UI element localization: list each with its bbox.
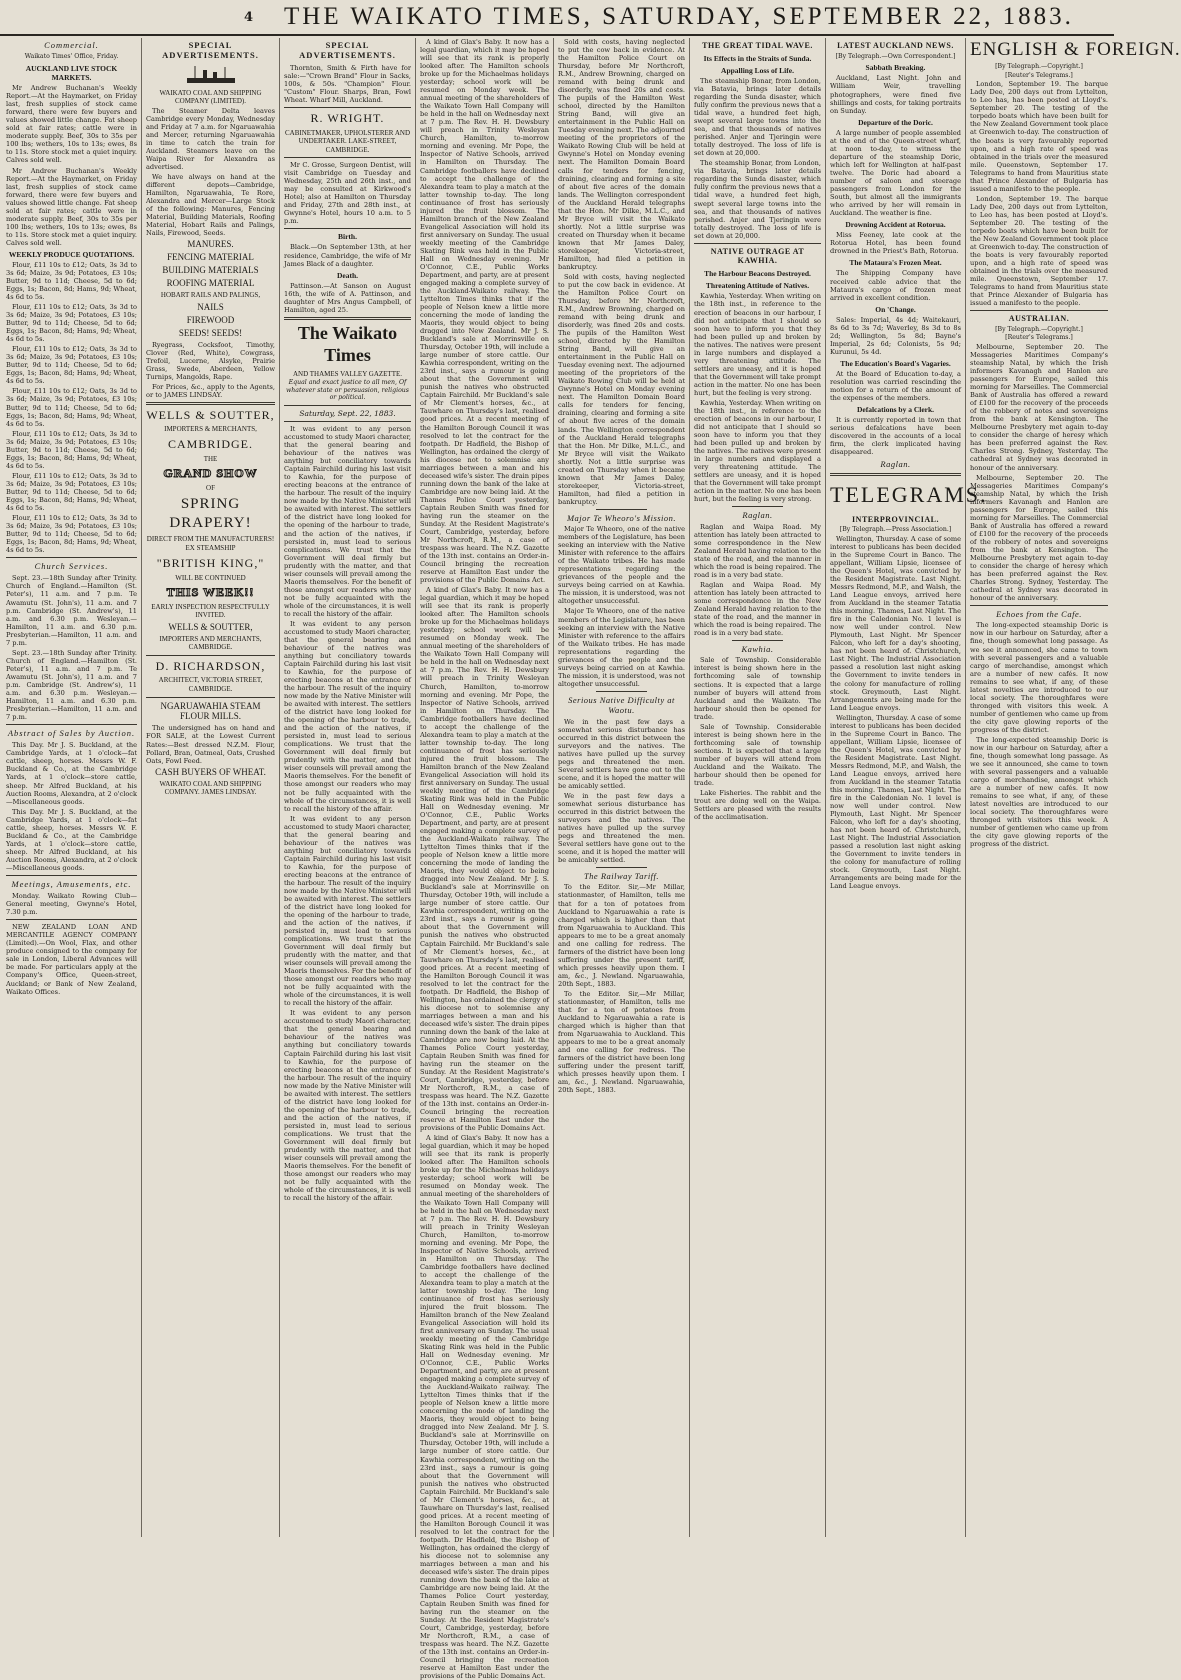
change-heading: On 'Change. bbox=[875, 304, 916, 314]
wells-soutter-town: CAMBRIDGE. bbox=[167, 436, 253, 451]
church-services-cont: Sept. 23.—18th Sunday after Trinity. Church of England.—Hamilton (St. Peter's), 11 a.m. and 7 p.m. Te Awamutu (St. John's), 11 a.m. and 7 p.m. Cambridge (St. Andrew's), 11 a.m. and 6.30 p.m. Wesleyan.—Hamilton, 11 a.m. and 6.30 p.m. Presbyterian.—Hamilton, 11 a.m. and 7 p.m. bbox=[6, 648, 137, 721]
defalcations-heading: Defalcations by a Clerk. bbox=[856, 405, 935, 415]
raglan-text-cont: Raglan and Waipa Road. My attention has lately been attracted to some correspondence in the New Zealand Herald having relation to the state of the road, and the manner in which the road is being repaired. The road is in a very bad state. bbox=[694, 580, 821, 638]
interprov-sub: [By Telegraph.—Press Association.] bbox=[839, 526, 952, 534]
raglan-heading: Raglan. bbox=[742, 510, 773, 521]
kawhia-heading: Kawhia. bbox=[741, 644, 774, 655]
column-commercial bbox=[2, 38, 142, 1537]
loan-agency-ad: NEW ZEALAND LOAN AND MERCANTILE AGENCY COMPANY (Limited).—On Wool, Flax, and other produce consigned to the company for sale in London, Liberal Advances will be made. For particulars apply at the Company's Office, Queen-street, Auckland; or Bank of New Zealand, Waikato Offices. bbox=[6, 923, 137, 996]
threat-heading: Threatening Attitude of Natives. bbox=[705, 281, 810, 291]
editorial-text-cont: It was evident to any person accustomed to study Maori character, that the general bearing and behaviour of the natives was anything but conciliatory towards Captain Fairchild during his last visit to Kawhia, for the purpose of erecting beacons at the entrance of the harbour. The result of the inquiry now made by the Native Minister will be awaited with interest. The settlers of the district have long looked for the opening of the harbour to trade, and the action of the natives, if persisted in, must lead to serious complications. We trust that the Government will deal firmly but prudently with the matter, and that wiser counsels will prevail among the Maoris themselves. For the benefit of those amongst our readers who may not be fully acquainted with the whole of the circumstances, it is well to recall the history of the affair. bbox=[284, 619, 411, 813]
coal-footer: WAIKATO COAL AND SHIPPING COMPANY. JAMES LINDSAY. bbox=[159, 779, 262, 797]
paper-subtitle: AND THAMES VALLEY GAZETTE. bbox=[292, 369, 402, 378]
sabbath-text: Auckland, Last Night. John and William Weir, travelling photographers, were fined five shillings and costs, for taking portraits on Sunday. bbox=[830, 74, 961, 115]
wells-soutter-title: WELLS & SOUTTER, bbox=[146, 407, 275, 422]
local-news-2-cont: Sold with costs, having neglected to put the cow back in evidence. At the Hamilton Police Court on Thursday, before Mr Northcroft, R.M., Andrew Browning, charged on remand with being drunk and disorderly, was fined 20s and costs. The pupils of the Hamilton West school, directed by the Hamilton String Band, will give an entertainment in the Public Hall on Tuesday evening next. The adjourned meeting of the proprietors of the Waikato Rowing Club will be held at Gwynne's Hotel on Monday evening next. The Hamilton Domain Board calls for tenders for fencing, draining, clearing and forming a site of about five acres of the domain lands. The Wellington correspondent of the Auckland Herald telegraphs that the Hon. Mr Dilke, M.L.C., and Mr Bryce will visit the Waikato shortly. Not a little surprise was created on Thursday when it became known that Mr James Daley, storekeeper, Victoria-street, Hamilton, had filed a petition in bankruptcy. bbox=[558, 272, 685, 506]
serious-heading: Serious Native Difficulty at Waotu. bbox=[568, 694, 675, 716]
australian-text: Melbourne, September 20. The Messageries Maritimes Company's steamship Natal, by which the Irish informers Kavanagh and Hanlon are passengers for Europe, sailed this morning for Marseilles. The Commercial Bank of Australia has offered a reward of £100 for the recovery of the proceeds of the robbery of notes and sovereigns from the bank at Kensington. The Melbourne Presbytery met again to-day to consider the charge of heresy which has been preferred against the Rev. Charles Strong. Sydney, Yesterday. The cathedral at Sydney was decorated in honour of the anniversary. bbox=[970, 343, 1108, 472]
manures-label: MANURES. bbox=[187, 239, 234, 250]
echoes-heading: Echoes from the Cafe. bbox=[996, 609, 1082, 620]
commercial-dateline: Waikato Times' Office, Friday. bbox=[24, 53, 119, 61]
defalcations-text: It is currently reported in town that serious defalcations have been discovered in the accounts of a local firm, the clerk implicated having disappeared. bbox=[830, 416, 961, 457]
spring-drapery-label: SPRING DRAPERY! bbox=[169, 496, 252, 531]
beacons-heading: The Harbour Beacons Destroyed. bbox=[704, 269, 811, 279]
serious-text: We in the past few days a somewhat serious disturbance has occurred in this district between the surveyors and the natives. The natives have pulled up the survey pegs and threatened the men. Several settlers have gone out to the scene, and it is hoped the matter will be amicably settled. bbox=[558, 717, 685, 790]
produce-quotations: Flour, £11 10s to £12; Oats, 3s 3d to 3s 6d; Maize, 3s 9d; Potatoes, £3 10s; Butter, 9d to 11d; Cheese, 5d to 6d; Eggs, 1s; Bacon, 8d; Hams, 9d; Wheat, 4s 6d to 5s. bbox=[6, 260, 137, 302]
church-services: Sept. 23.—18th Sunday after Trinity. Church of England.—Hamilton (St. Peter's), 11 a.m. and 7 p.m. Te Awamutu (St. John's), 11 a.m. and 7 p.m. Cambridge (St. Andrew's), 11 a.m. and 6.30 p.m. Wesleyan.—Hamilton, 11 a.m. and 6.30 p.m. Presbyterian.—Hamilton, 11 a.m. and 7 p.m. bbox=[6, 574, 137, 647]
paper-title: The Waikato Times bbox=[297, 322, 398, 365]
reuter-label: [Reuter's Telegrams.] bbox=[1005, 71, 1073, 79]
birth-notice: Black.—On September 13th, at her residence, Cambridge, the wife of Mr James Black of a daughter. bbox=[284, 243, 411, 268]
commercial-heading: Commercial. bbox=[44, 40, 99, 50]
wright-text: CABINETMAKER, UPHOLSTERER AND UNDERTAKER. LAKE-STREET, CAMBRIDGE. bbox=[284, 128, 411, 154]
auckland-sub: [By Telegraph.—Own Correspondent.] bbox=[835, 52, 956, 60]
drowning-heading: Drowning Accident at Rotorua. bbox=[845, 220, 946, 230]
doric-heading: Departure of the Doric. bbox=[858, 117, 933, 127]
church-heading: Church Services. bbox=[34, 561, 109, 572]
raglan-news-heading: Raglan. bbox=[880, 459, 911, 470]
sabbath-heading: Sabbath Breaking. bbox=[865, 63, 926, 73]
kawhia-text-cont: Sale of Township. Considerable interest is being shown here in the forthcoming sale of township sections. It is expected that a large number of buyers will attend from Auckland and the Waikato. The harbour should then be opened for trade. bbox=[694, 722, 821, 787]
wells-soutter-sub: IMPORTERS & MERCHANTS, bbox=[164, 425, 257, 434]
tidal-text: The steamship Bonar, from London, via Batavia, brings later details regarding the Sunda disaster, which fully confirm the previous news that a tidal wave, a hundred feet high, swept several large towns into the sea, and that thousands of natives perished. Anjer and Tjeringin were totally destroyed. The loss of life is set down at 20,000. bbox=[694, 77, 822, 158]
sales-abstract-cont: This Day. Mr J. S. Buckland, at the Cambridge Yards, at 1 o'clock—fat cattle, sheep, horses. Messrs W. F. Buckland & Co., at the Cambridge Yards, at 1 o'clock—store cattle, sheep. Mr Alfred Buckland, at his Auction Rooms, Alexandra, at 2 o'clock—Miscellaneous goods. bbox=[6, 807, 137, 872]
grand-show-label: GRAND SHOW bbox=[163, 466, 258, 481]
wheoro-text: Major Te Wheoro, one of the native members of the Legislature, has been seeking an interview with the Native Minister with reference to the affairs of the Waikato tribes. He has made representations regarding the grievances of the people and the surveys being carried on at Kawhia. The mission, it is understood, was not altogether unsuccessful. bbox=[558, 525, 685, 606]
australian-sub: [By Telegraph.—Copyright.] bbox=[995, 325, 1083, 333]
produce-quotations-cont3: Flour, £11 10s to £12; Oats, 3s 3d to 3s 6d; Maize, 3s 9d; Potatoes, £3 10s; Butter, 9d to 11d; Cheese, 5d to 6d; Eggs, 1s; Bacon, 8d; Hams, 9d; Wheat, 4s 6d to 5s. bbox=[6, 387, 137, 428]
kawhia-outrage-heading: NATIVE OUTRAGE AT KAWHIA. bbox=[710, 246, 805, 266]
telegrams-text: Wellington, Thursday. A case of some interest to publicans has been decided in the Supreme Court in Banco. The appellant, William Lipsie, licensee of the Queen's Hotel, was convicted by the Resident Magistrate. Last Night. Messrs Redmond, M.P., and Walsh, the Land League envoys, arrived here from Auckland in the steamer Tatatia this morning. Thames, Last Night. The fire in the Caledonian No. 1 level is now well under control. New Plymouth, Last Night. Mr Spencer Falcon, who left for a day's shooting, has not been heard of. Christchurch, Last Night. The Industrial Association passed a resolution last night asking the Government to invite tenders in the colony for manufacture of rolling stock. Greymouth, Last Night. Arrangements are being made for the Land League envoys. bbox=[830, 534, 961, 712]
seeds-label: SEEDS! SEEDS! bbox=[178, 327, 243, 338]
column-special-ads-1 bbox=[142, 38, 280, 1537]
death-notice: Pattinson.—At Sanson on August 16th, the wife of A. Pattinson, and daughter of Mrs Angus Campbell, of Hamilton, aged 25. bbox=[284, 281, 411, 314]
steamer-icon bbox=[181, 64, 241, 86]
local-news-1-cont2: A kind of Glax's Baby. It now has a legal guardian, which it may be hoped will see that its rank is properly looked after. The Hamilton schools broke up for the Michaelmas holidays yesterday; school work will be resumed on Monday week. The annual meeting of the shareholders of the Waikato Town Hall Company will be held in the hall on Wednesday next at 7 p.m. The Rev. H. H. Dewsbury will preach in Trinity Wesleyan Church, Hamilton, to-morrow morning and evening. Mr Pope, the Inspector of Native Schools, arrived in Hamilton on Thursday. The Cambridge footballers have declined to accept the challenge of the Alexandra team to play a match at the latter township to-day. The long continuance of frost has seriously injured the fruit blossom. The Hamilton branch of the New Zealand Evangelical Association will hold its first anniversary on Sunday. The usual weekly meeting of the Cambridge Skating Rink was held in the Public Hall on Wednesday evening. Mr O'Connor, C.E., Public Works Department, and party, are at present engaged making a complete survey of the Auckland-Waikato railway. The Lyttelton Times thinks that if the people of Nelson knew a little more concerning the mode of landing the Maoris, they would object to being dragged into New Zealand. Mr J. S. Buckland's sale at Morrinsville on Thursday, October 19th, will include a large number of store cattle. Our Kawhia correspondent, writing on the 23rd inst., says a rumour is going about that the Government will punish the natives who obstructed Captain Fairchild. Mr Buckland's sale of Mr Clement's horses, &c., at Tauwhare on Thursday's last, realised good prices. At a recent meeting of the Hamilton Borough Council it was resolved to let the contract for the footpath. Dr Hadfield, the Bishop of Wellington, has ordained the clergy of his diocese not to solemnise any marriages between a man and his deceased wife's sister. The drain pipes running down the bank of the lake at Cambridge are now being laid. At the Thames Police Court yesterday, Captain Reuben Smith was fined for having run the steamer on the Sunday. At the Resident Magistrate's Court, Cambridge, yesterday, before Mr Northcroft, R.M., a case of trespass was heard. The N.Z. Gazette of the 13th inst. contains an Order-in-Council bringing the recreation reserve at Hamilton East under the provisions of the Public Domains Act. bbox=[420, 1134, 549, 1680]
echoes-text: The long-expected steamship Doric is now in our harbour on Saturday, after a fine, though somewhat long passage. As we see it announced, she came to town with several passengers and a valuable cargo of merchandise, amongst which are a number of new cafés. It now remains to see what, if any, of these latest novelties are introduced to our local society. The thoroughfares were thronged with visitors this week. A number of gentlemen who came up from the city gave glowing reports of the progress of the district. bbox=[970, 621, 1108, 734]
prices-note: For Prices, &c., apply to the Agents, or to JAMES LINDSAY. bbox=[146, 382, 275, 399]
paper-motto: Equal and exact justice to all men, Of whatever state or persuasion, religious or political. bbox=[286, 379, 409, 402]
kawhia-outrage-text-cont: Kawhia, Yesterday. When writing on the 18th inst., in reference to the erection of beacons in our harbour, I did not anticipate that I should so soon have to inform you that they had been pulled up and broken by the natives. The natives were present in large numbers and displayed a very threatening attitude. The settlers are uneasy, and it is hoped that the Government will take prompt action in the matter. No one has been hurt, but the feeling is very strong. bbox=[694, 398, 821, 504]
the-label: THE bbox=[203, 454, 218, 463]
seeds-text: Ryegrass, Cocksfoot, Timothy, Clover (Red, White), Cowgrass, Trefoil, Lucerne, Alsyke, Prairie Grass, Swede, Aberdeen, Yellow Turnips, Mangolds, Rape. bbox=[146, 340, 275, 381]
produce-quotations-cont6: Flour, £11 10s to £12; Oats, 3s 3d to 3s 6d; Maize, 3s 9d; Potatoes, £3 10s; Butter, 9d to 11d; Cheese, 5d to 6d; Eggs, 1s; Bacon, 8d; Hams, 9d; Wheat, 4s 6d to 5s. bbox=[6, 513, 137, 555]
firewood-label: FIREWOOD bbox=[186, 314, 235, 325]
produce-quotations-cont: Flour, £11 10s to £12; Oats, 3s 3d to 3s 6d; Maize, 3s 9d; Potatoes, £3 10s; Butter, 9d to 11d; Cheese, 5d to 6d; Eggs, 1s; Bacon, 8d; Hams, 9d; Wheat, 4s 6d to 5s. bbox=[6, 303, 137, 344]
english-foreign-heading: ENGLISH & FOREIGN. bbox=[970, 39, 1181, 60]
meetings-text: Monday. Waikato Rowing Club—General meeting, Gwynne's Hotel, 7.30 p.m. bbox=[6, 892, 137, 917]
telegrams-text-cont: Wellington, Thursday. A case of some interest to publicans has been decided in the Supreme Court in Banco. The appellant, William Lipsie, licensee of the Queen's Hotel, was convicted by the Resident Magistrate. Last Night. Messrs Redmond, M.P., and Walsh, the Land League envoys, arrived here from Auckland in the steamer Tatatia this morning. Thames, Last Night. The fire in the Caledonian No. 1 level is now well under control. New Plymouth, Last Night. Mr Spencer Falcon, who left for a day's shooting, has not been heard of. Christchurch, Last Night. The Industrial Association passed a resolution last night asking the Government to invite tenders in the colony for manufacture of rolling stock. Greymouth, Last Night. Arrangements are being made for the Land League envoys. bbox=[830, 713, 961, 891]
mataura-heading: The Mataura's Frozen Meat. bbox=[849, 258, 942, 268]
ed-board-heading: The Education's Board's Vagaries. bbox=[840, 358, 951, 368]
column-local-news-1 bbox=[416, 38, 554, 1680]
produce-quotations-cont2: Flour, £11 10s to £12; Oats, 3s 3d to 3s 6d; Maize, 3s 9d; Potatoes, £3 10s; Butter, 9d to 11d; Cheese, 5d to 6d; Eggs, 1s; Bacon, 8d; Hams, 9d; Wheat, 4s 6d to 5s. bbox=[6, 345, 137, 386]
ws-footer-sub: IMPORTERS AND MERCHANTS, CAMBRIDGE. bbox=[159, 634, 262, 652]
kawhia-outrage-text: Kawhia, Yesterday. When writing on the 18th inst., in reference to the erection of beacons in our harbour, I did not anticipate that I should so soon have to inform you that they had been pulled up and broken by the natives. The natives were present in large numbers and displayed a very threatening attitude. The settlers are uneasy, and it is hoped that the Government will take prompt action in the matter. No one has been hurt, but the feeling is very strong. bbox=[694, 292, 821, 397]
change-text: Sales: Imperial, 4s 4d; Waitekauri, 8s 6d to 3s 7d; Waverley, 8s 3d to 8s 2d; Wellington, 5s 8d; Bayne's Imperial, 2s 6d; Colonists, 5s 9d; Kurunui, 5s 4d. bbox=[830, 315, 961, 356]
column-english-foreign bbox=[966, 38, 1181, 1537]
livestock-heading: AUCKLAND LIVE STOCK MARKETS. bbox=[25, 63, 118, 83]
cash-buyers: CASH BUYERS OF WHEAT. bbox=[155, 766, 266, 777]
architect-label: ARCHITECT, VICTORIA STREET, CAMBRIDGE. bbox=[158, 676, 263, 693]
serious-text-cont: We in the past few days a somewhat serious disturbance has occurred in this district between the surveyors and the natives. The natives have pulled up the survey pegs and threatened the men. Several settlers have gone out to the scene, and it is hoped the matter will be amicably settled. bbox=[558, 791, 685, 865]
local-news-1: A kind of Glax's Baby. It now has a legal guardian, which it may be hoped will see that its rank is properly looked after. The Hamilton schools broke up for the Michaelmas holidays yesterday; school work will be resumed on Monday week. The annual meeting of the shareholders of the Waikato Town Hall Company will be held in the hall on Wednesday next at 7 p.m. The Rev. H. H. Dewsbury will preach in Trinity Wesleyan Church, Hamilton, to-morrow morning and evening. Mr Pope, the Inspector of Native Schools, arrived in Hamilton on Thursday. The Cambridge footballers have declined to accept the challenge of the Alexandra team to play a match at the latter township to-day. The long continuance of frost has seriously injured the fruit blossom. The Hamilton branch of the New Zealand Evangelical Association will hold its first anniversary on Sunday. The usual weekly meeting of the Cambridge Skating Rink was held in the Public Hall on Wednesday evening. Mr O'Connor, C.E., Public Works Department, and party, are at present engaged making a complete survey of the Auckland-Waikato railway. The Lyttelton Times thinks that if the people of Nelson knew a little more concerning the mode of landing the Maoris, they would object to being dragged into New Zealand. Mr J. S. Buckland's sale at Morrinsville on Thursday, October 19th, will include a large number of store cattle. Our Kawhia correspondent, writing on the 23rd inst., says a rumour is going about that the Government will punish the natives who obstructed Captain Fairchild. Mr Buckland's sale of Mr Clement's horses, &c., at Tauwhare on Thursday's last, realised good prices. At a recent meeting of the Hamilton Borough Council it was resolved to let the contract for the footpath. Dr Hadfield, the Bishop of Wellington, has ordained the clergy of his diocese not to solemnise any marriages between a man and his deceased wife's sister. The drain pipes running down the bank of the lake at Cambridge are now being laid. At the Thames Police Court yesterday, Captain Reuben Smith was fined for having run the steamer on the Sunday. At the Resident Magistrate's Court, Cambridge, yesterday, before Mr Northcroft, R.M., a case of trespass was heard. The N.Z. Gazette of the 13th inst. contains an Order-in-Council bringing the recreation reserve at Hamilton East under the provisions of the Public Domains Act. bbox=[420, 38, 549, 585]
kauri-depots-text: We have always on hand at the different depots—Cambridge, Hamilton, Ngaruawahia, Te Rore, Alexandra and Mercer—Large Stock of the following: Manures, Fencing Material, Building Materials, Roofing Material, Hobart Rails and Palings, Nails, Firewood, Seeds. bbox=[146, 173, 275, 238]
ed-board-text: At the Board of Education to-day, a resolution was carried rescinding the motion for a return of the amount of the expenses of the members. bbox=[830, 370, 961, 403]
editorial-date: Saturday, Sept. 22, 1883. bbox=[299, 408, 396, 418]
english-foreign-text-cont: London, September 19. The barque Lady Dee, 200 days out from Lyttelton, to Leo has, has been posted at Lloyd's. September 20. The testing of the torpedo boats which have been built for the New Zealand Government took place at Greenwich to-day. The construction of the boats is very favourably reported upon, and a high rate of speed was obtained in the trials over the measured mile. Queenstown, September 17. Telegrams to hand from Mauritius state that Prince Alexander of Bulgaria has issued a manifesto to the people. bbox=[970, 194, 1108, 308]
local-news-1-cont: A kind of Glax's Baby. It now has a legal guardian, which it may be hoped will see that its rank is properly looked after. The Hamilton schools broke up for the Michaelmas holidays yesterday; school work will be resumed on Monday week. The annual meeting of the shareholders of the Waikato Town Hall Company will be held in the hall on Wednesday next at 7 p.m. The Rev. H. H. Dewsbury will preach in Trinity Wesleyan Church, Hamilton, to-morrow morning and evening. Mr Pope, the Inspector of Native Schools, arrived in Hamilton on Thursday. The Cambridge footballers have declined to accept the challenge of the Alexandra team to play a match at the latter township to-day. The long continuance of frost has seriously injured the fruit blossom. The Hamilton branch of the New Zealand Evangelical Association will hold its first anniversary on Sunday. The usual weekly meeting of the Cambridge Skating Rink was held in the Public Hall on Wednesday evening. Mr O'Connor, C.E., Public Works Department, and party, are at present engaged making a complete survey of the Auckland-Waikato railway. The Lyttelton Times thinks that if the people of Nelson knew a little more concerning the mode of landing the Maoris, they would object to being dragged into New Zealand. Mr J. S. Buckland's sale at Morrinsville on Thursday, October 19th, will include a large number of store cattle. Our Kawhia correspondent, writing on the 23rd inst., says a rumour is going about that the Government will punish the natives who obstructed Captain Fairchild. Mr Buckland's sale of Mr Clement's horses, &c., at Tauwhare on Thursday's last, realised good prices. At a recent meeting of the Hamilton Borough Council it was resolved to let the contract for the footpath. Dr Hadfield, the Bishop of Wellington, has ordained the clergy of his diocese not to solemnise any marriages between a man and his deceased wife's sister. The drain pipes running down the bank of the lake at Cambridge are now being laid. At the Thames Police Court yesterday, Captain Reuben Smith was fined for having run the steamer on the Sunday. At the Resident Magistrate's Court, Cambridge, yesterday, before Mr Northcroft, R.M., a case of trespass was heard. The N.Z. Gazette of the 13th inst. contains an Order-in-Council bringing the recreation reserve at Hamilton East under the provisions of the Public Domains Act. bbox=[420, 586, 549, 1133]
telegrams-heading: TELEGRAMS. bbox=[830, 481, 988, 507]
flour-mill-title: NGARUAWAHIA STEAM FLOUR MILLS. bbox=[160, 700, 261, 722]
lake-text: Lake Fisheries. The rabbit and the trout are doing well on the Waipa. Settlers are pleased with the results of the acclimatisation. bbox=[694, 788, 821, 821]
page-number: 4 bbox=[244, 9, 254, 25]
drowning-text: Miss Feeney, late cook at the Rotorua Hotel, has been found drowned in the Priest's Bath, Rotorua. bbox=[830, 231, 961, 256]
newspaper-title: THE WAIKATO TIMES, SATURDAY, SEPTEMBER 22, 1883. bbox=[284, 3, 1074, 30]
meetings-heading: Meetings, Amusements, etc. bbox=[11, 878, 132, 889]
english-foreign-sub: [By Telegraph.—Copyright.] bbox=[995, 63, 1083, 71]
editorial-text: It was evident to any person accustomed to study Maori character, that the general bearing and behaviour of the natives was anything but conciliatory towards Captain Fairchild during his last visit to Kawhia, for the purpose of erecting beacons at the entrance of the harbour. The result of the inquiry now made by the Native Minister will be awaited with interest. The settlers of the district have long looked for the opening of the harbour to trade, and the action of the natives, if persisted in, must lead to serious complications. We trust that the Government will deal firmly but prudently with the matter, and that wiser counsels will prevail among the Maoris themselves. For the benefit of those amongst our readers who may not be fully acquainted with the whole of the circumstances, it is well to recall the history of the affair. bbox=[284, 425, 411, 618]
of-label: OF bbox=[206, 483, 215, 492]
thornton-ad: Thornton, Smith & Firth have for sale:—"Crown Brand" Flour in Sacks, 100s, & 50s. "Champion" Flour. "Custom" Flour. Sharps, Bran, Fowl Wheat. Wharf Mill, Auckland. bbox=[284, 63, 411, 104]
flour-mill-text: The undersigned has on hand and FOR SALE, at the Lowest Current Rates:—Best dressed N.Z.M. Flour, Pollard, Bran, Oatmeal, Oats, Crushed Oats, Fowl Feed. bbox=[146, 724, 275, 765]
column-special-ads-2 bbox=[280, 38, 416, 1537]
columns bbox=[2, 38, 1181, 1680]
nails-label: NAILS bbox=[197, 301, 224, 312]
roofing-label: ROOFING MATERIAL bbox=[166, 278, 255, 289]
kawhia-text: Sale of Township. Considerable interest is being shown here in the forthcoming sale of township sections. It is expected that a large number of buyers will attend from Auckland and the Waikato. The harbour should then be opened for trade. bbox=[694, 656, 821, 721]
mataura-text: The Shipping Company have received cable advice that the Mataura's cargo of frozen meat arrived in excellent condition. bbox=[830, 269, 961, 302]
english-foreign-text: London, September 19. The barque Lady Dee, 200 days out from Lyttelton, to Leo has, has been posted at Lloyd's. September 20. The testing of the torpedo boats which have been built for the New Zealand Government took place at Greenwich to-day. The construction of the boats is very favourably reported upon, and a high rate of speed was obtained in the trials over the measured mile. Queenstown, September 17. Telegrams to hand from Mauritius state that Prince Alexander of Bulgaria has issued a manifesto to the people. bbox=[970, 80, 1108, 193]
raglan-text: Raglan and Waipa Road. My attention has lately been attracted to some correspondence in the New Zealand Herald having relation to the state of the road, and the manner in which the road is being repaired. The road is in a very bad state. bbox=[694, 522, 821, 579]
wright-title: R. WRIGHT. bbox=[310, 110, 385, 125]
railway-text-cont: To the Editor. Sir,—Mr Millar, stationmaster, of Hamilton, tells me that for a ton of potatoes from Auckland to Ngaruawahia a rate is charged which is higher than that from Ngaruawahia to Auckland. This appears to me to be a great anomaly and one calling for redress. The farmers of the district have been long suffering under the present tariff, which presses heavily upon them. I am, &c., J. Newland. Ngaruawahia, 20th Sept., 1883. bbox=[558, 989, 685, 1095]
livestock-report: Mr Andrew Buchanan's Weekly Report.—At the Haymarket, on Friday last, fresh supplies of stock came forward, there were few buyers and values showed little change. Fat sheep sold at fair rates; cattle were in moderate supply. Beef, 30s to 35s per 100 lbs; wethers, 10s to 13s; ewes, 8s to 11s. Store stock met a quiet inquiry. Calves sold well. bbox=[6, 84, 137, 165]
birth-heading: Birth. bbox=[338, 232, 357, 242]
australian-text-cont: Melbourne, September 20. The Messageries Maritimes Company's steamship Natal, by which the Irish informers Kavanagh and Hanlon are passengers for Europe, sailed this morning for Marseilles. The Commercial Bank of Australia has offered a reward of £100 for the recovery of the proceeds of the robbery of notes and sovereigns from the bank at Kensington. The Melbourne Presbytery met again to-day to consider the charge of heresy which has been preferred against the Rev. Charles Strong. Sydney, Yesterday. The cathedral at Sydney was decorated in honour of the anniversary. bbox=[970, 473, 1108, 603]
echoes-text-cont: The long-expected steamship Doric is now in our harbour on Saturday, after a fine, though somewhat long passage. As we see it announced, she came to town with several passengers and a valuable cargo of merchandise, amongst which are a number of new cafés. It now remains to see what, if any, of these latest novelties are introduced to our local society. The thoroughfares were thronged with visitors this week. A number of gentlemen who came up from the city gave glowing reports of the progress of the district. bbox=[970, 735, 1108, 849]
special-ads-heading: SPECIAL ADVERTISEMENTS. bbox=[162, 40, 259, 61]
this-week-label: THIS WEEK!! bbox=[166, 585, 255, 600]
special-ads-heading-2: SPECIAL ADVERTISEMENTS. bbox=[299, 40, 396, 61]
livestock-report-cont: Mr Andrew Buchanan's Weekly Report.—At the Haymarket, on Friday last, fresh supplies of stock came forward, there were few buyers and values showed little change. Fat sheep sold at fair rates; cattle were in moderate supply. Beef, 30s to 35s per 100 lbs; wethers, 10s to 13s; ewes, 8s to 11s. Store stock met a quiet inquiry. Calves sold well. bbox=[6, 166, 137, 247]
railway-heading: The Railway Tariff. bbox=[583, 871, 660, 882]
produce-quotations-cont5: Flour, £11 10s to £12; Oats, 3s 3d to 3s 6d; Maize, 3s 9d; Potatoes, £3 10s; Butter, 9d to 11d; Cheese, 5d to 6d; Eggs, 1s; Bacon, 8d; Hams, 9d; Wheat, 4s 6d to 5s. bbox=[6, 471, 137, 512]
produce-heading: WEEKLY PRODUCE QUOTATIONS. bbox=[8, 249, 135, 259]
interprov-heading: INTERPROVINCIAL. bbox=[852, 514, 939, 524]
building-label: BUILDING MATERIALS bbox=[162, 265, 259, 276]
railway-text: To the Editor. Sir,—Mr Millar, stationmaster, of Hamilton, tells me that for a ton of potatoes from Auckland to Ngaruawahia a rate is charged which is higher than that from Ngaruawahia to Auckland. This appears to me to be a great anomaly and one calling for redress. The farmers of the district have been long suffering under the present tariff, which presses heavily upon them. I am, &c., J. Newland. Ngaruawahia, 20th Sept., 1883. bbox=[558, 883, 685, 988]
column-auckland-news bbox=[826, 38, 988, 1537]
sales-heading: Abstract of Sales by Auction. bbox=[7, 727, 136, 738]
direct-label: DIRECT FROM THE MANUFACTURERS! bbox=[146, 534, 275, 543]
hobart-label: HOBART RAILS AND PALINGS, bbox=[160, 291, 261, 300]
death-heading: Death. bbox=[336, 270, 359, 280]
ex-label: EX STEAMSHIP bbox=[185, 544, 236, 553]
wheoro-heading: Major Te Wheoro's Mission. bbox=[566, 512, 677, 523]
tidal-sub: Its Effects in the Straits of Sunda. bbox=[703, 53, 812, 63]
tidal-text-cont: The steamship Bonar, from London, via Batavia, brings later details regarding the Sunda disaster, which fully confirm the previous news that a tidal wave, a hundred feet high, swept several large towns into the sea, and that thousands of natives perished. Anjer and Tjeringin were totally destroyed. The loss of life is set down at 20,000. bbox=[694, 159, 822, 240]
column-local-news-2 bbox=[554, 38, 690, 1537]
wheoro-text-cont: Major Te Wheoro, one of the native members of the Legislature, has been seeking an interview with the Native Minister with reference to the affairs of the Waikato tribes. He has made representations regarding the grievances of the people and the surveys being carried on at Kawhia. The mission, it is understood, was not altogether unsuccessful. bbox=[558, 607, 685, 688]
inspection-label: EARLY INSPECTION RESPECTFULLY INVITED. bbox=[151, 602, 270, 620]
appalling-heading: Appalling Loss of Life. bbox=[721, 65, 794, 75]
ws-footer: WELLS & SOUTTER, bbox=[168, 621, 253, 632]
coal-company-text: The Steamer Delta leaves Cambridge every Monday, Wednesday and Friday at 7 a.m. for Ngaruawahia and Mercer, returning Ngaruawahia in time to catch the train for Auckland. Steamers leave on the Waipa River for Alexandra as advertised. bbox=[146, 106, 275, 171]
tidal-heading: THE GREAT TIDAL WAVE. bbox=[702, 41, 813, 50]
masthead bbox=[0, 0, 1114, 36]
editorial-text-cont3: It was evident to any person accustomed to study Maori character, that the general bearing and behaviour of the natives was anything but conciliatory towards Captain Fairchild during his last visit to Kawhia, for the purpose of erecting beacons at the entrance of the harbour. The result of the inquiry now made by the Native Minister will be awaited with interest. The settlers of the district have long looked for the opening of the harbour to trade, and the action of the natives, if persisted in, must lead to serious complications. We trust that the Government will deal firmly but prudently with the matter, and that wiser counsels will prevail among the Maoris themselves. For the benefit of those amongst our readers who may not be fully acquainted with the whole of the circumstances, it is well to recall the history of the affair. bbox=[284, 1009, 411, 1203]
column-tidal-wave bbox=[690, 38, 826, 1537]
richardson-title: D. RICHARDSON, bbox=[155, 658, 266, 673]
doric-text: A large number of people assembled at the end of the Queen-street wharf, at noon to-day, to witness the departure of the steamship Doric, which left for Wellington at half-past twelve. The Doric had aboard a number of saloon and steerage passengers from London for the South, but almost all the immigrants who arrived by her will remain in Auckland. The weather is fine. bbox=[830, 128, 961, 218]
sales-abstract: This Day. Mr J. S. Buckland, at the Cambridge Yards, at 1 o'clock—fat cattle, sheep, horses. Messrs W. F. Buckland & Co., at the Cambridge Yards, at 1 o'clock—store cattle, sheep. Mr Alfred Buckland, at his Auction Rooms, Alexandra, at 2 o'clock—Miscellaneous goods. bbox=[6, 741, 137, 806]
continued-label: WILL BE CONTINUED bbox=[175, 573, 246, 582]
auckland-heading: LATEST AUCKLAND NEWS. bbox=[837, 41, 954, 50]
local-news-2: Sold with costs, having neglected to put the cow back in evidence. At the Hamilton Police Court on Thursday, before Mr Northcroft, R.M., Andrew Browning, charged on remand with being drunk and disorderly, was fined 20s and costs. The pupils of the Hamilton West school, directed by the Hamilton String Band, will give an entertainment in the Public Hall on Tuesday evening next. The adjourned meeting of the proprietors of the Waikato Rowing Club will be held at Gwynne's Hotel on Monday evening next. The Hamilton Domain Board calls for tenders for fencing, draining, clearing and forming a site of about five acres of the domain lands. The Wellington correspondent of the Auckland Herald telegraphs that the Hon. Mr Dilke, M.L.C., and Mr Bryce will visit the Waikato shortly. Not a little surprise was created on Thursday when it became known that Mr James Daley, storekeeper, Victoria-street, Hamilton, had filed a petition in bankruptcy. bbox=[558, 38, 685, 271]
australian-reuter: [Reuter's Telegrams.] bbox=[1005, 334, 1073, 342]
australian-heading: AUSTRALIAN. bbox=[1008, 314, 1070, 324]
ship-name: "BRITISH KING," bbox=[156, 555, 265, 570]
fencing-label: FENCING MATERIAL bbox=[167, 252, 254, 263]
coal-company-title: WAIKATO COAL AND SHIPPING COMPANY (LIMITED). bbox=[159, 88, 262, 106]
grosse-ad: Mr C. Grosse, Surgeon Dentist, will visit Cambridge on Tuesday and Wednesday, 25th and 26th inst., and may be consulted at Kirkwood's Hotel; also at Hamilton on Thursday and Friday, 27th and 28th inst., at Gwynne's Hotel, hours 10 a.m. to 5 p.m. bbox=[284, 161, 411, 226]
editorial-text-cont2: It was evident to any person accustomed to study Maori character, that the general bearing and behaviour of the natives was anything but conciliatory towards Captain Fairchild during his last visit to Kawhia, for the purpose of erecting beacons at the entrance of the harbour. The result of the inquiry now made by the Native Minister will be awaited with interest. The settlers of the district have long looked for the opening of the harbour to trade, and the action of the natives, if persisted in, must lead to serious complications. We trust that the Government will deal firmly but prudently with the matter, and that wiser counsels will prevail among the Maoris themselves. For the benefit of those amongst our readers who may not be fully acquainted with the whole of the circumstances, it is well to recall the history of the affair. bbox=[284, 814, 411, 1008]
produce-quotations-cont4: Flour, £11 10s to £12; Oats, 3s 3d to 3s 6d; Maize, 3s 9d; Potatoes, £3 10s; Butter, 9d to 11d; Cheese, 5d to 6d; Eggs, 1s; Bacon, 8d; Hams, 9d; Wheat, 4s 6d to 5s. bbox=[6, 429, 137, 470]
